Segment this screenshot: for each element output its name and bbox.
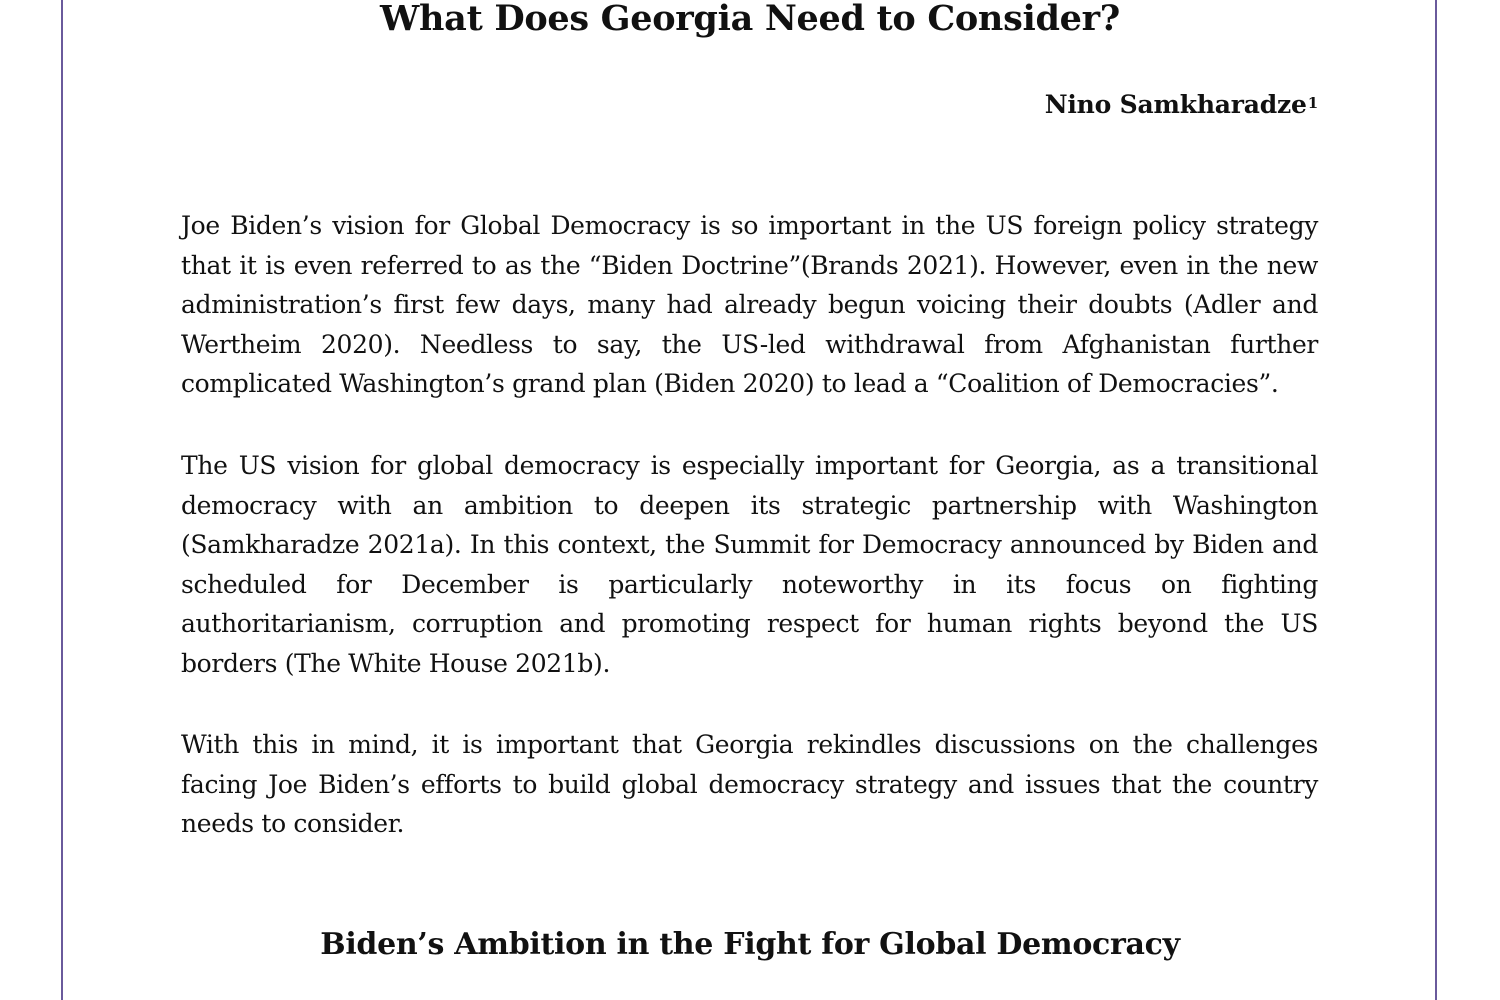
section-heading: Biden’s Ambition in the Fight for Global Democracy	[320, 927, 1180, 962]
paragraph-georgia-context: The US vision for global democracy is especially important for Georgia, as a transitional democracy with an ambition to deepen its strategic partnership with Washington (Samkharadze 2021a). In this context, the Summit for Democracy announced by Biden and scheduled for December is particularly noteworthy in its focus on fighting authoritarianism, corruption and promoting respect for human rights beyond the US borders (The White House 2021b).	[181, 451, 1318, 678]
author-name: Nino Samkharadze	[1044, 90, 1307, 119]
author-line	[1045, 88, 1318, 122]
document-title: What Does Georgia Need to Consider?	[380, 0, 1120, 39]
footnote-marker[interactable]: 1	[1307, 94, 1318, 112]
paragraph-intro: Joe Biden’s vision for Global Democracy is so important in the US foreign policy strategy that it is even referred to as the “Biden Doctrine”(Brands 2021). However, even in the new administration’s first few days, many had already begun voicing their doubts (Adler and Wertheim 2020). Needless to say, the US-led withdrawal from Afghanistan further complicated Washington’s grand plan (Biden 2020) to lead a “Coalition of Democracies”.	[181, 211, 1318, 399]
paragraph-conclusion: With this in mind, it is important that Georgia rekindles discussions on the challenges facing Joe Biden’s efforts to build global democracy strategy and issues that the country needs to consider.	[181, 730, 1318, 839]
